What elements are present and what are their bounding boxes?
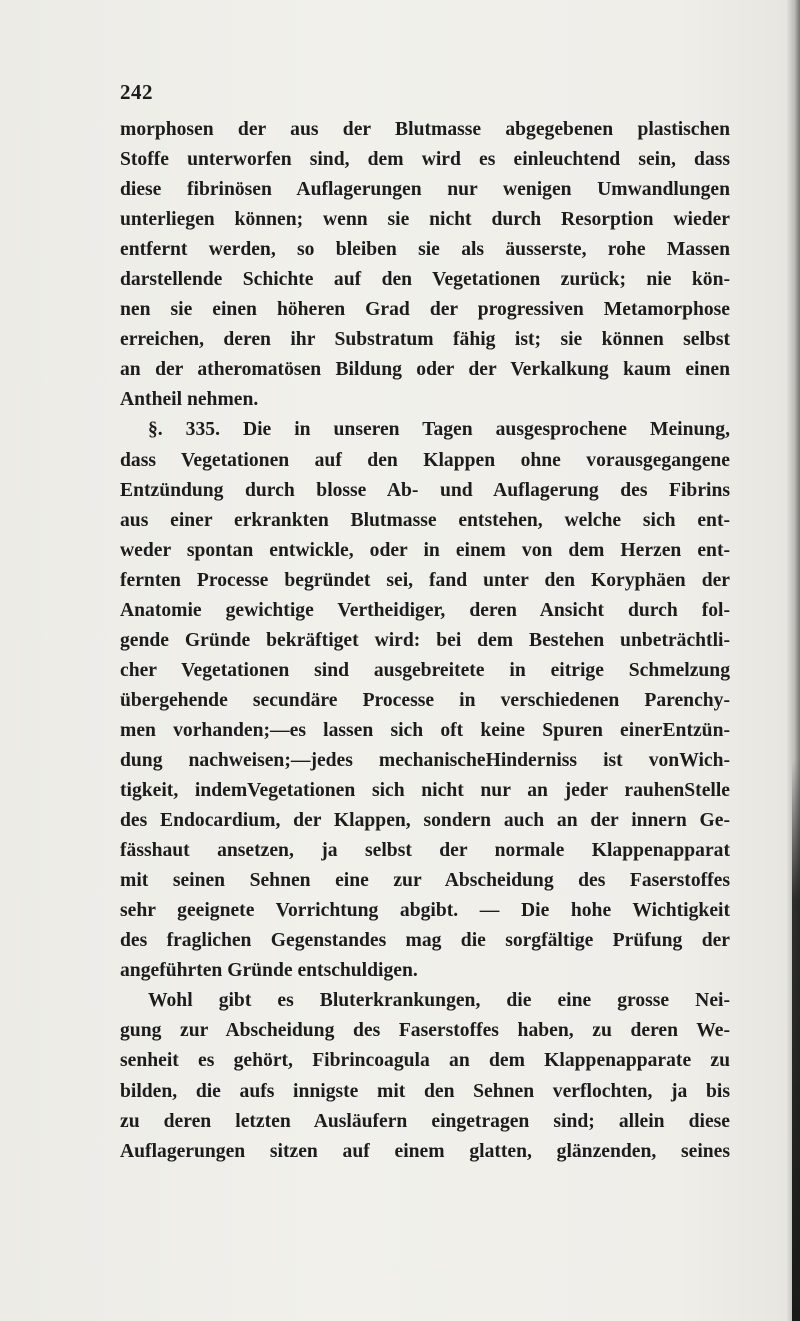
text-line: an der atheromatösen Bildung oder der Verkalkung kaum einen — [120, 359, 730, 381]
text-line: Wohl gibt es Bluterkrankungen, die eine grosse Nei- — [148, 990, 730, 1012]
text-line: tigkeit, indemVegetationen sich nicht nur an jeder rauhenStelle — [120, 780, 730, 802]
text-line: men vorhanden;—es lassen sich oft keine Spuren einerEntzün- — [120, 719, 730, 741]
text-line: erreichen, deren ihr Substratum fähig ist; sie können selbst — [120, 329, 730, 351]
text-line: cher Vegetationen sind ausgebreitete in eitrige Schmelzung — [120, 659, 730, 681]
text-line: des Endocardium, der Klappen, sondern auch an der innern Ge- — [120, 810, 730, 832]
text-line: Antheil nehmen. — [120, 389, 259, 411]
text-line: aus einer erkrankten Blutmasse entstehen, welche sich ent- — [120, 509, 730, 531]
text-line: diese fibrinösen Auflagerungen nur wenigen Umwandlungen — [120, 179, 730, 201]
text-line: morphosen der aus der Blutmasse abgegebenen plastischen — [120, 119, 730, 140]
text-line: fässhaut ansetzen, ja selbst der normale Klappenapparat — [120, 840, 730, 862]
text-line: dung nachweisen;—jedes mechanischeHinderniss ist vonWich- — [120, 749, 730, 771]
text-line: Entzündung durch blosse Ab- und Auflagerung des Fibrins — [120, 479, 730, 501]
text-line: Auflagerungen sitzen auf einem glatten, glänzenden, seines — [120, 1140, 730, 1162]
text-line: darstellende Schichte auf den Vegetationen zurück; nie kön- — [120, 269, 730, 291]
text-line: angeführten Gründe entschuldigen. — [120, 960, 418, 982]
text-line: mit seinen Sehnen eine zur Abscheidung des Faserstoffes — [120, 870, 730, 892]
body-text — [120, 115, 730, 1167]
text-line: Stoffe unterworfen sind, dem wird es einleuchtend sein, dass — [120, 149, 730, 171]
text-line: zu deren letzten Ausläufern eingetragen sind; allein diese — [120, 1110, 730, 1132]
text-line: gende Gründe bekräftiget wird: bei dem Bestehen unbeträchtli- — [120, 629, 730, 651]
page-number: 242 — [120, 80, 153, 104]
text-line: §. 335. Die in unseren Tagen ausgesprochene Meinung, — [148, 419, 730, 441]
text-line: des fraglichen Gegenstandes mag die sorgfältige Prüfung der — [120, 930, 730, 952]
text-line: fernten Processe begründet sei, fand unter den Koryphäen der — [120, 569, 730, 591]
text-line: weder spontan entwickle, oder in einem von dem Herzen ent- — [120, 539, 730, 561]
text-line: nen sie einen höheren Grad der progressiven Metamorphose — [120, 299, 730, 321]
text-line: sehr geeignete Vorrichtung abgibt. — Die hohe Wichtigkeit — [120, 900, 730, 922]
text-line: senheit es gehört, Fibrincoagula an dem Klappenapparate zu — [120, 1050, 730, 1072]
text-line: übergehende secundäre Processe in verschiedenen Parenchy- — [120, 689, 730, 711]
text-line: unterliegen können; wenn sie nicht durch Resorption wieder — [120, 209, 730, 231]
text-line: entfernt werden, so bleiben sie als äusserste, rohe Massen — [120, 239, 730, 261]
text-line: Anatomie gewichtige Vertheidiger, deren Ansicht durch fol- — [120, 599, 730, 621]
book-spine-edge — [792, 760, 800, 1321]
text-line: gung zur Abscheidung des Faserstoffes haben, zu deren We- — [120, 1020, 730, 1042]
text-line: dass Vegetationen auf den Klappen ohne vorausgegangene — [120, 449, 730, 471]
text-line: bilden, die aufs innigste mit den Sehnen verflochten, ja bis — [120, 1080, 730, 1102]
